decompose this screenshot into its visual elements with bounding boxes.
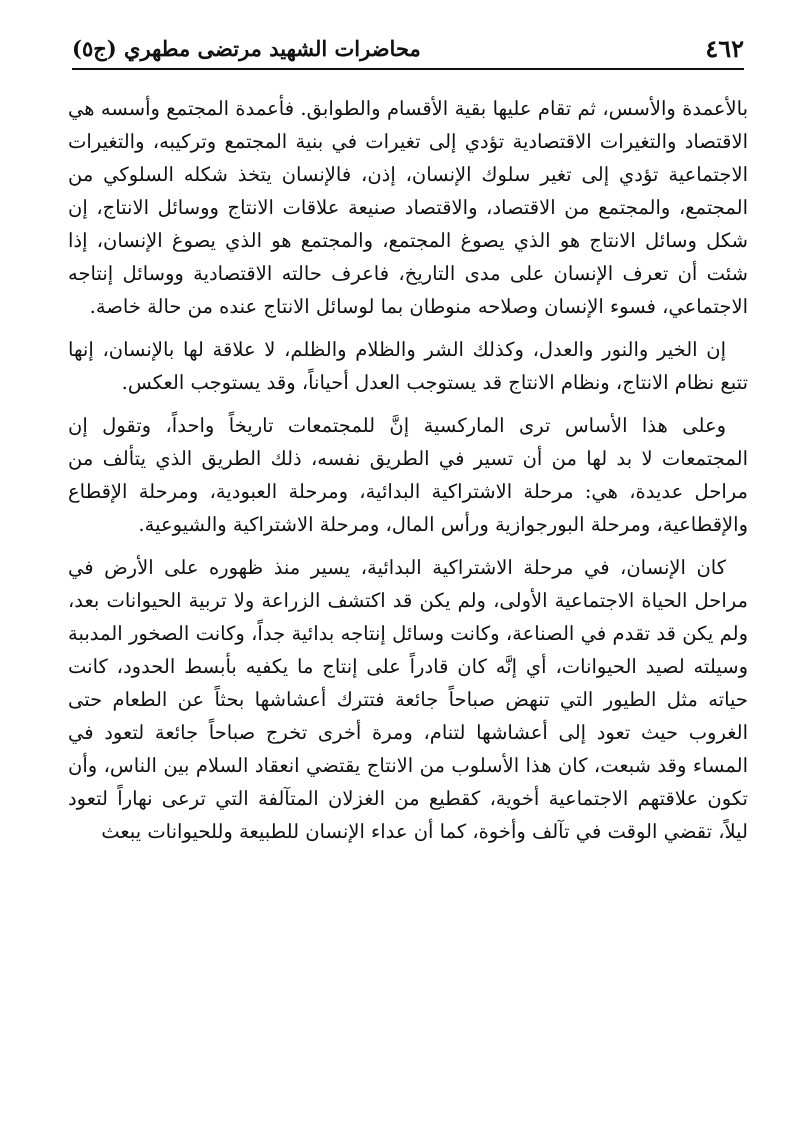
- header-divider: [72, 68, 744, 70]
- paragraph-2: إن الخير والنور والعدل، وكذلك الشر والظلام والظلم، لا علاقة لها بالإنسان، إنها تتبع نظام الانتاج، ونظام الانتاج قد يستوجب العدل أحياناً، وقد يستوجب العكس.: [68, 338, 748, 394]
- page-number: ٤٦٢: [705, 33, 744, 63]
- paragraph-1: بالأعمدة والأسس، ثم تقام عليها بقية الأقسام والطوابق. فأعمدة المجتمع وأسسه هي الاقتصاد والتغيرات الاقتصادية تؤدي إلى تغيرات في بنية المجتمع وتركيبه، والتغيرات الاجتماعية تؤدي إلى تغير سلوك الإنسان، إذن، فالإنسان يتخذ شكله السلوكي من المجتمع، والمجتمع من الاقتصاد، والاقتصاد صنيعة علاقات الانتاج ووسائل الانتاج، إن شكل وسائل الانتاج هو الذي يصوغ المجتمع، والمجتمع هو الذي يصوغ الإنسان، إذا شئت أن تعرف الإنسان على مدى التاريخ، فاعرف حالته الاقتصادية ووسائل إنتاجه الاجتماعي، فسوء الإنسان وصلاحه منوطان بما لوسائل الانتاج عنده من حالة خاصة.: [68, 97, 748, 318]
- running-title: محاضرات الشهيد مرتضى مطهري (ج٥): [72, 35, 421, 61]
- body-text: [68, 92, 748, 848]
- page-header: [72, 30, 744, 66]
- paragraph-3: وعلى هذا الأساس ترى الماركسية إنَّ للمجتمعات تاريخاً واحداً، وتقول إن المجتمعات لا بد لها من أن تسير في الطريق نفسه، ذلك الطريق الذي يتألف من مراحل عديدة، هي: مرحلة الاشتراكية البدائية، ومرحلة العبودية، ومرحلة الإقطاع والإقطاعية، ومرحلة البورجوازية ورأس المال، ومرحلة الاشتراكية والشيوعية.: [68, 414, 748, 536]
- paragraph-4: كان الإنسان، في مرحلة الاشتراكية البدائية، يسير منذ ظهوره على الأرض في مراحل الحياة الاجتماعية الأولى، ولم يكن قد اكتشف الزراعة ولا تربية الحيوانات بعد، ولم يكن قد تقدم في الصناعة، وكانت وسائل إنتاجه بدائية جداً، وكانت الصخور المدببة وسيلته لصيد الحيوانات، أي إنَّه كان قادراً على إنتاج ما يكفيه بأبسط الحدود، كانت حياته مثل الطيور التي تنهض صباحاً جائعة فتترك أعشاشها بحثاً عن الطعام حتى الغروب حيث تعود إلى أعشاشها لتنام، ومرة أخرى تخرج صباحاً جائعة لتعود في المساء وقد شبعت، كان هذا الأسلوب من الانتاج يقتضي انعقاد السلام بين الناس، وأن تكون علاقتهم الاجتماعية أخوية، كقطيع من الغزلان المتآلفة التي ترعى نهاراً لتعود ليلاً، تقضي الوقت في تآلف وأخوة، كما أن عداء الإنسان للطبيعة وللحيوانات يبعث: [68, 556, 748, 843]
